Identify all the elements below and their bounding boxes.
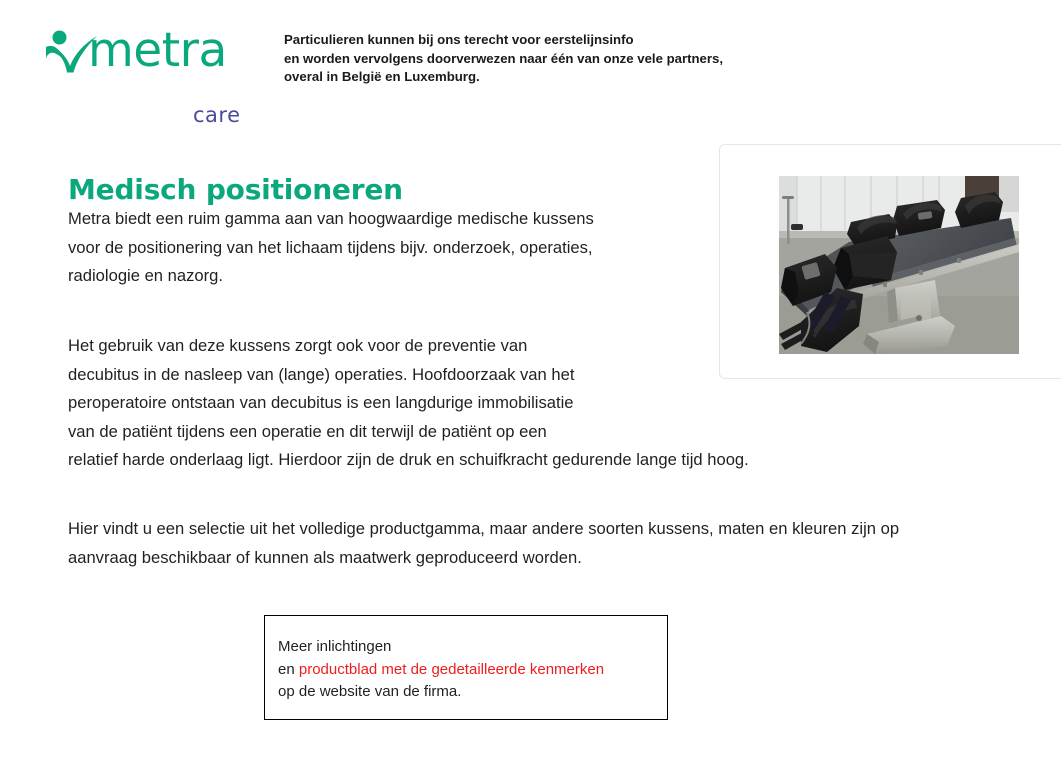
- decubitus-paragraph: [68, 332, 749, 475]
- brand-tagline: care: [193, 103, 241, 127]
- header-note: [284, 31, 754, 87]
- header-note-line: overal in België en Luxemburg.: [284, 69, 480, 85]
- page-header: [0, 0, 1061, 127]
- paragraph-line: radiologie en nazorg.: [68, 266, 223, 285]
- paragraph-line: relatief harde onderlaag ligt. Hierdoor zijn de druk en schuifkracht gedurende lange tijd hoog.: [68, 450, 749, 469]
- page-title: Medisch positioneren: [68, 172, 403, 206]
- operating-table-photo: [779, 176, 1019, 354]
- paragraph-line: aanvraag beschikbaar of kunnen als maatwerk geproduceerd worden.: [68, 547, 582, 567]
- intro-paragraph: [68, 205, 594, 291]
- product-image-card: [719, 144, 1061, 379]
- more-info-text: [278, 636, 604, 704]
- productblad-link[interactable]: productblad met de gedetailleerde kenmerken: [298, 660, 605, 678]
- brand-logo[interactable]: [44, 23, 244, 127]
- paragraph-line: Het gebruik van deze kussens zorgt ook voor de preventie van: [68, 336, 528, 355]
- header-note-line: en worden vervolgens doorverwezen naar één van onze vele partners,: [284, 50, 724, 66]
- more-info-prefix: en: [278, 660, 299, 678]
- paragraph-line: Metra biedt een ruim gamma aan van hoogwaardige medische kussens: [68, 209, 594, 228]
- selection-paragraph: [68, 515, 899, 572]
- more-info-line-2: [278, 659, 604, 682]
- header-note-line: Particulieren kunnen bij ons terecht voor eerstelijnsinfo: [284, 32, 634, 47]
- more-info-line-1: Meer inlichtingen: [278, 638, 392, 655]
- paragraph-line: voor de positionering van het lichaam tijdens bijv. onderzoek, operaties,: [68, 237, 593, 257]
- brand-wordmark: metra: [88, 23, 227, 78]
- more-info-line-3: op de website van de firma.: [278, 683, 462, 700]
- paragraph-line: decubitus in de nasleep van (lange) operaties. Hoofdoorzaak van het: [68, 364, 575, 384]
- paragraph-line: van de patiënt tijdens een operatie en dit terwijl de patiënt op een: [68, 421, 547, 441]
- paragraph-line: peroperatoire ontstaan van decubitus is een langdurige immobilisatie: [68, 393, 574, 412]
- more-info-box: [264, 615, 668, 720]
- paragraph-line: Hier vindt u een selectie uit het volledige productgamma, maar andere soorten kussens, maten en kleuren zijn op: [68, 519, 900, 538]
